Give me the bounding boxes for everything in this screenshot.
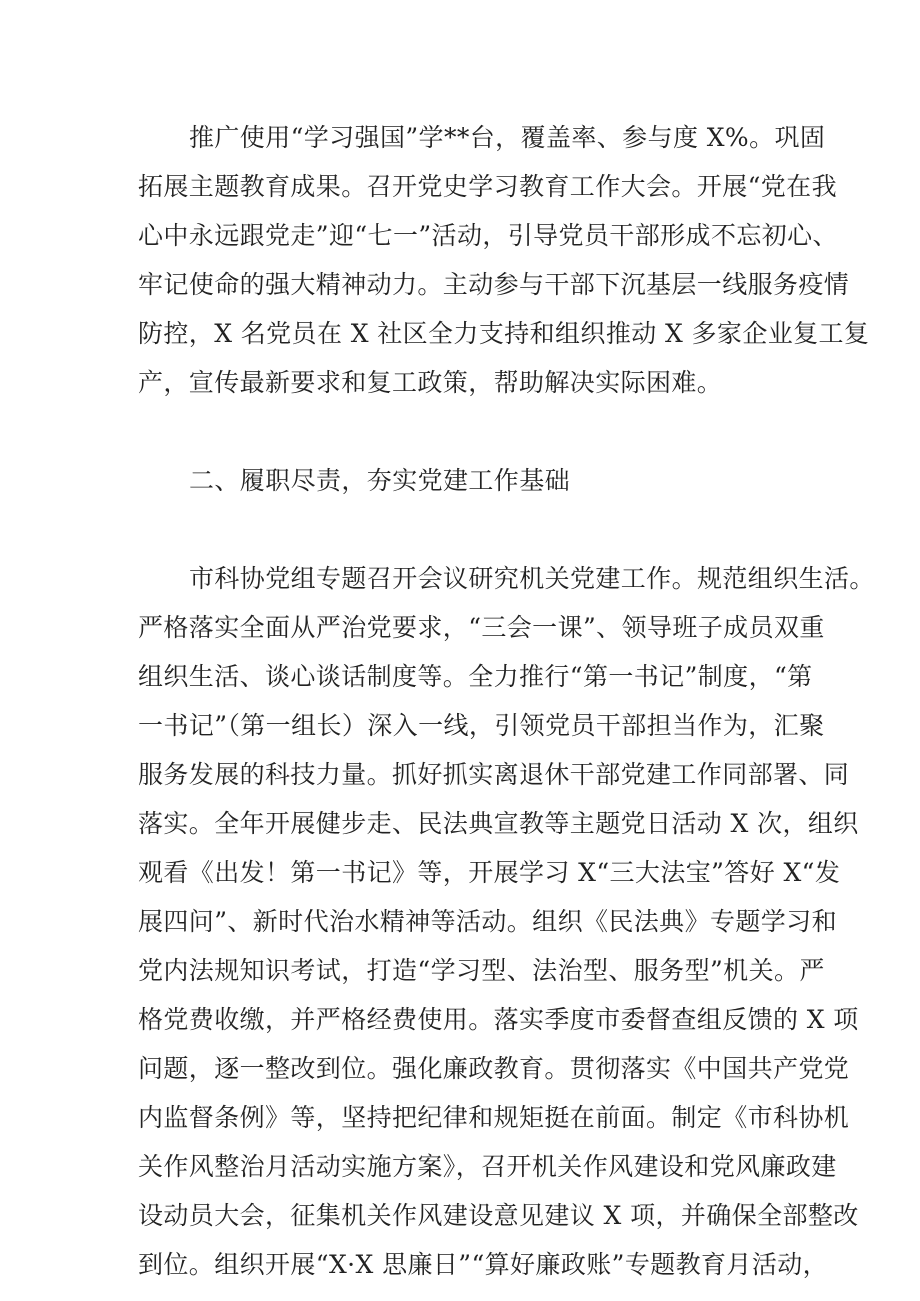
section-heading: 二、履职尽责，夯实党建工作基础 xyxy=(189,466,571,495)
paragraph-line: 到位。组织开展“X·X 思廉日”“算好廉政账”专题教育月活动， xyxy=(138,1250,829,1279)
paragraph-line: 一书记”（第一组长）深入一线，引领党员干部担当作为，汇聚 xyxy=(138,711,825,740)
paragraph-line: 心中永远跟党走”迎“七一”活动，引导党员干部形成不忘初心、 xyxy=(138,221,838,250)
paragraph-line: 党内法规知识考试，打造“学习型、法治型、服务型”机关。严 xyxy=(138,956,825,985)
paragraph-line: 推广使用“学习强国”学**台，覆盖率、参与度 X%。巩固 xyxy=(189,123,826,152)
paragraph-line: 格党费收缴，并严格经费使用。落实季度市委督查组反馈的 X 项 xyxy=(138,1005,859,1034)
paragraph-line: 内监督条例》等，坚持把纪律和规矩挺在前面。制定《市科协机 xyxy=(138,1103,850,1132)
paragraph-line: 观看《出发！第一书记》等，开展学习 X“三大法宝”答好 X“发 xyxy=(138,858,841,887)
paragraph-line: 组织生活、谈心谈话制度等。全力推行“第一书记”制度，“第 xyxy=(138,662,813,691)
paragraph-line: 服务发展的科技力量。抓好抓实离退休干部党建工作同部署、同 xyxy=(138,760,850,789)
paragraph-line: 严格落实全面从严治党要求，“三会一课”、领导班子成员双重 xyxy=(138,613,825,642)
paragraph-line: 市科协党组专题召开会议研究机关党建工作。规范组织生活。 xyxy=(189,564,875,593)
paragraph-line: 问题，逐一整改到位。强化廉政教育。贯彻落实《中国共产党党 xyxy=(138,1054,850,1083)
paragraph-line: 落实。全年开展健步走、民法典宣教等主题党日活动 X 次，组织 xyxy=(138,809,859,838)
paragraph-line: 设动员大会，征集机关作风建设意见建议 X 项，并确保全部整改 xyxy=(138,1201,859,1230)
paragraph-line: 牢记使命的强大精神动力。主动参与干部下沉基层一线服务疫情 xyxy=(138,270,850,299)
paragraph-line: 防控，X 名党员在 X 社区全力支持和组织推动 X 多家企业复工复 xyxy=(138,319,870,348)
paragraph-line: 展四问”、新时代治水精神等活动。组织《民法典》专题学习和 xyxy=(138,907,837,936)
paragraph-line: 拓展主题教育成果。召开党史学习教育工作大会。开展“党在我 xyxy=(138,172,837,201)
paragraph-line: 产，宣传最新要求和复工政策，帮助解决实际困难。 xyxy=(138,368,723,397)
paragraph-line: 关作风整治月活动实施方案》，召开机关作风建设和党风廉政建 xyxy=(138,1152,837,1181)
